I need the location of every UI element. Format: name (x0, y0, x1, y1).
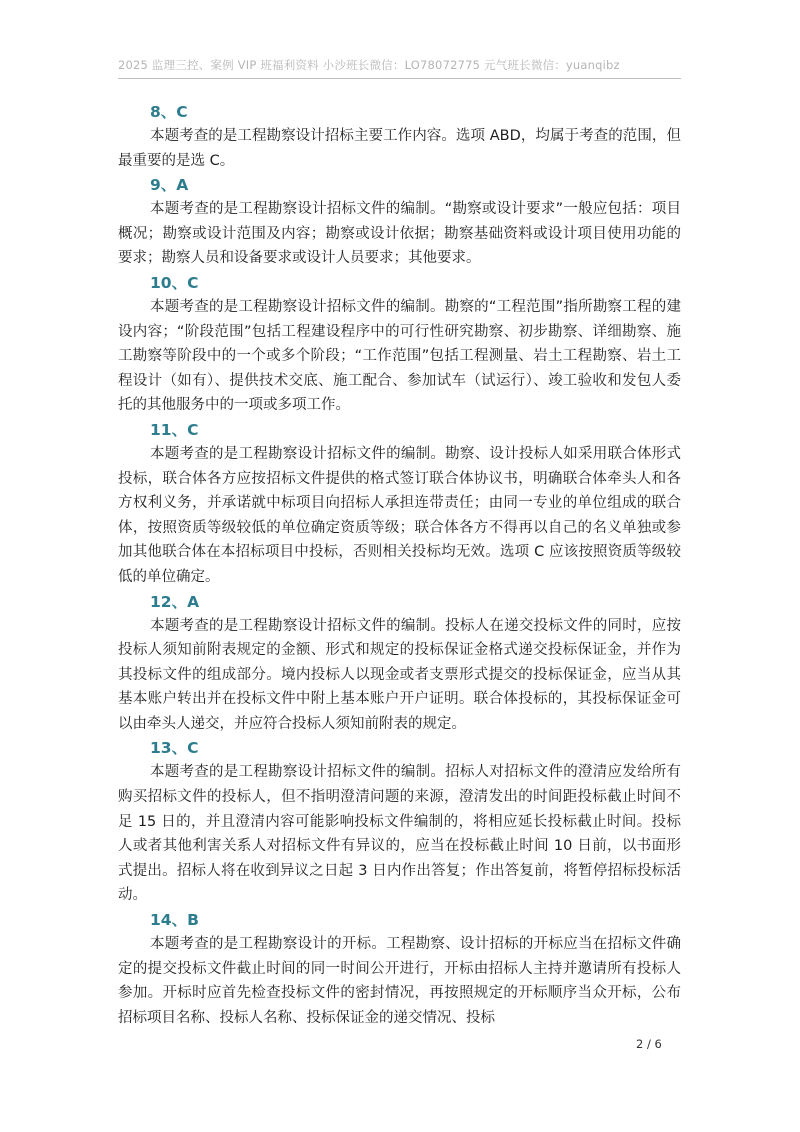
question-number: 10、C (150, 273, 199, 292)
question-number: 12、A (150, 592, 200, 611)
explanation-text: 本题考查的是工程勘察设计招标主要工作内容。选项 ABD，均属于考查的范围，但最重要的是选 C。 (118, 128, 681, 169)
answer-item (118, 418, 681, 590)
page-header: 2025 监理三控、案例 VIP 班福利资料 小沙班长微信：LO78072775 元气班长微信：yuanqibz (118, 58, 620, 72)
answer-content (118, 100, 681, 1030)
question-number: 13、C (150, 739, 199, 758)
answer-item (118, 736, 681, 908)
explanation-text: 本题考查的是工程勘察设计招标文件的编制。投标人在递交投标文件的同时，应按投标人须知前附表规定的金额、形式和规定的投标保证金格式递交投标保证金，并作为其投标文件的组成部分。境内投标人以现金或者支票形式提交的投标保证金，应当从其基本账户转出并在投标文件中附上基本账户开户证明。联合体投标的，其投标保证金可以由牵头人递交，并应符合投标人须知前附表的规定。 (118, 617, 681, 732)
explanation-text: 本题考查的是工程勘察设计招标文件的编制。勘察、设计投标人如采用联合体形式投标，联合体各方应按招标文件提供的格式签订联合体协议书，明确联合体牵头人和各方权利义务，并承诺就中标项目向招标人承担连带责任；由同一专业的单位组成的联合体，按照资质等级较低的单位确定资质等级；联合体各方不得再以自己的名义单独或参加其他联合体在本招标项目中投标，否则相关投标均无效。选项 C 应该按照资质等级较低的单位确定。 (118, 445, 681, 585)
answer-item (118, 908, 681, 1030)
explanation-text: 本题考查的是工程勘察设计的开标。工程勘察、设计招标的开标应当在招标文件确定的提交投标文件截止时间的同一时间公开进行，开标由招标人主持并邀请所有投标人参加。开标时应首先检查投标文件的密封情况，再按照规定的开标顺序当众开标，公布招标项目名称、投标人名称、投标保证金的递交情况、投标 (118, 936, 681, 1026)
explanation-text: 本题考查的是工程勘察设计招标文件的编制。“勘察或设计要求”一般应包括：项目概况；勘察或设计范围及内容；勘察或设计依据；勘察基础资料或设计项目使用功能的要求；勘察人员和设备要求或设计人员要求；其他要求。 (118, 201, 681, 267)
question-number: 11、C (150, 420, 199, 439)
answer-item (118, 590, 681, 737)
answer-item (118, 100, 681, 173)
answer-item (118, 173, 681, 271)
question-number: 8、C (150, 103, 188, 121)
page-number: 2 / 6 (636, 1037, 662, 1051)
explanation-text: 本题考查的是工程勘察设计招标文件的编制。勘察的“工程范围”指所勘察工程的建设内容；“阶段范围”包括工程建设程序中的可行性研究勘察、初步勘察、详细勘察、施工勘察等阶段中的一个或多个阶段；“工作范围”包括工程测量、岩土工程勘察、岩土工程设计（如有）、提供技术交底、施工配合、参加试车（试运行）、竣工验收和发包人委托的其他服务中的一项或多项工作。 (118, 298, 681, 414)
answer-item (118, 271, 681, 418)
explanation-text: 本题考查的是工程勘察设计招标文件的编制。招标人对招标文件的澄清应发给所有购买招标文件的投标人，但不指明澄清问题的来源，澄清发出的时间距投标截止时间不足 15 日的，并且澄清内容可能影响投标文件编制的，将相应延长投标截止时间。投标人或者其他利害关系人对招标文件有异议的，应当在投标截止时间 10 日前，以书面形式提出。招标人将在收到异议之日起 3 日内作出答复；作出答复前，将暂停招标投标活动。 (118, 764, 681, 904)
question-number: 9、A (150, 176, 189, 195)
header-divider (118, 78, 681, 79)
question-number: 14、B (150, 911, 199, 930)
